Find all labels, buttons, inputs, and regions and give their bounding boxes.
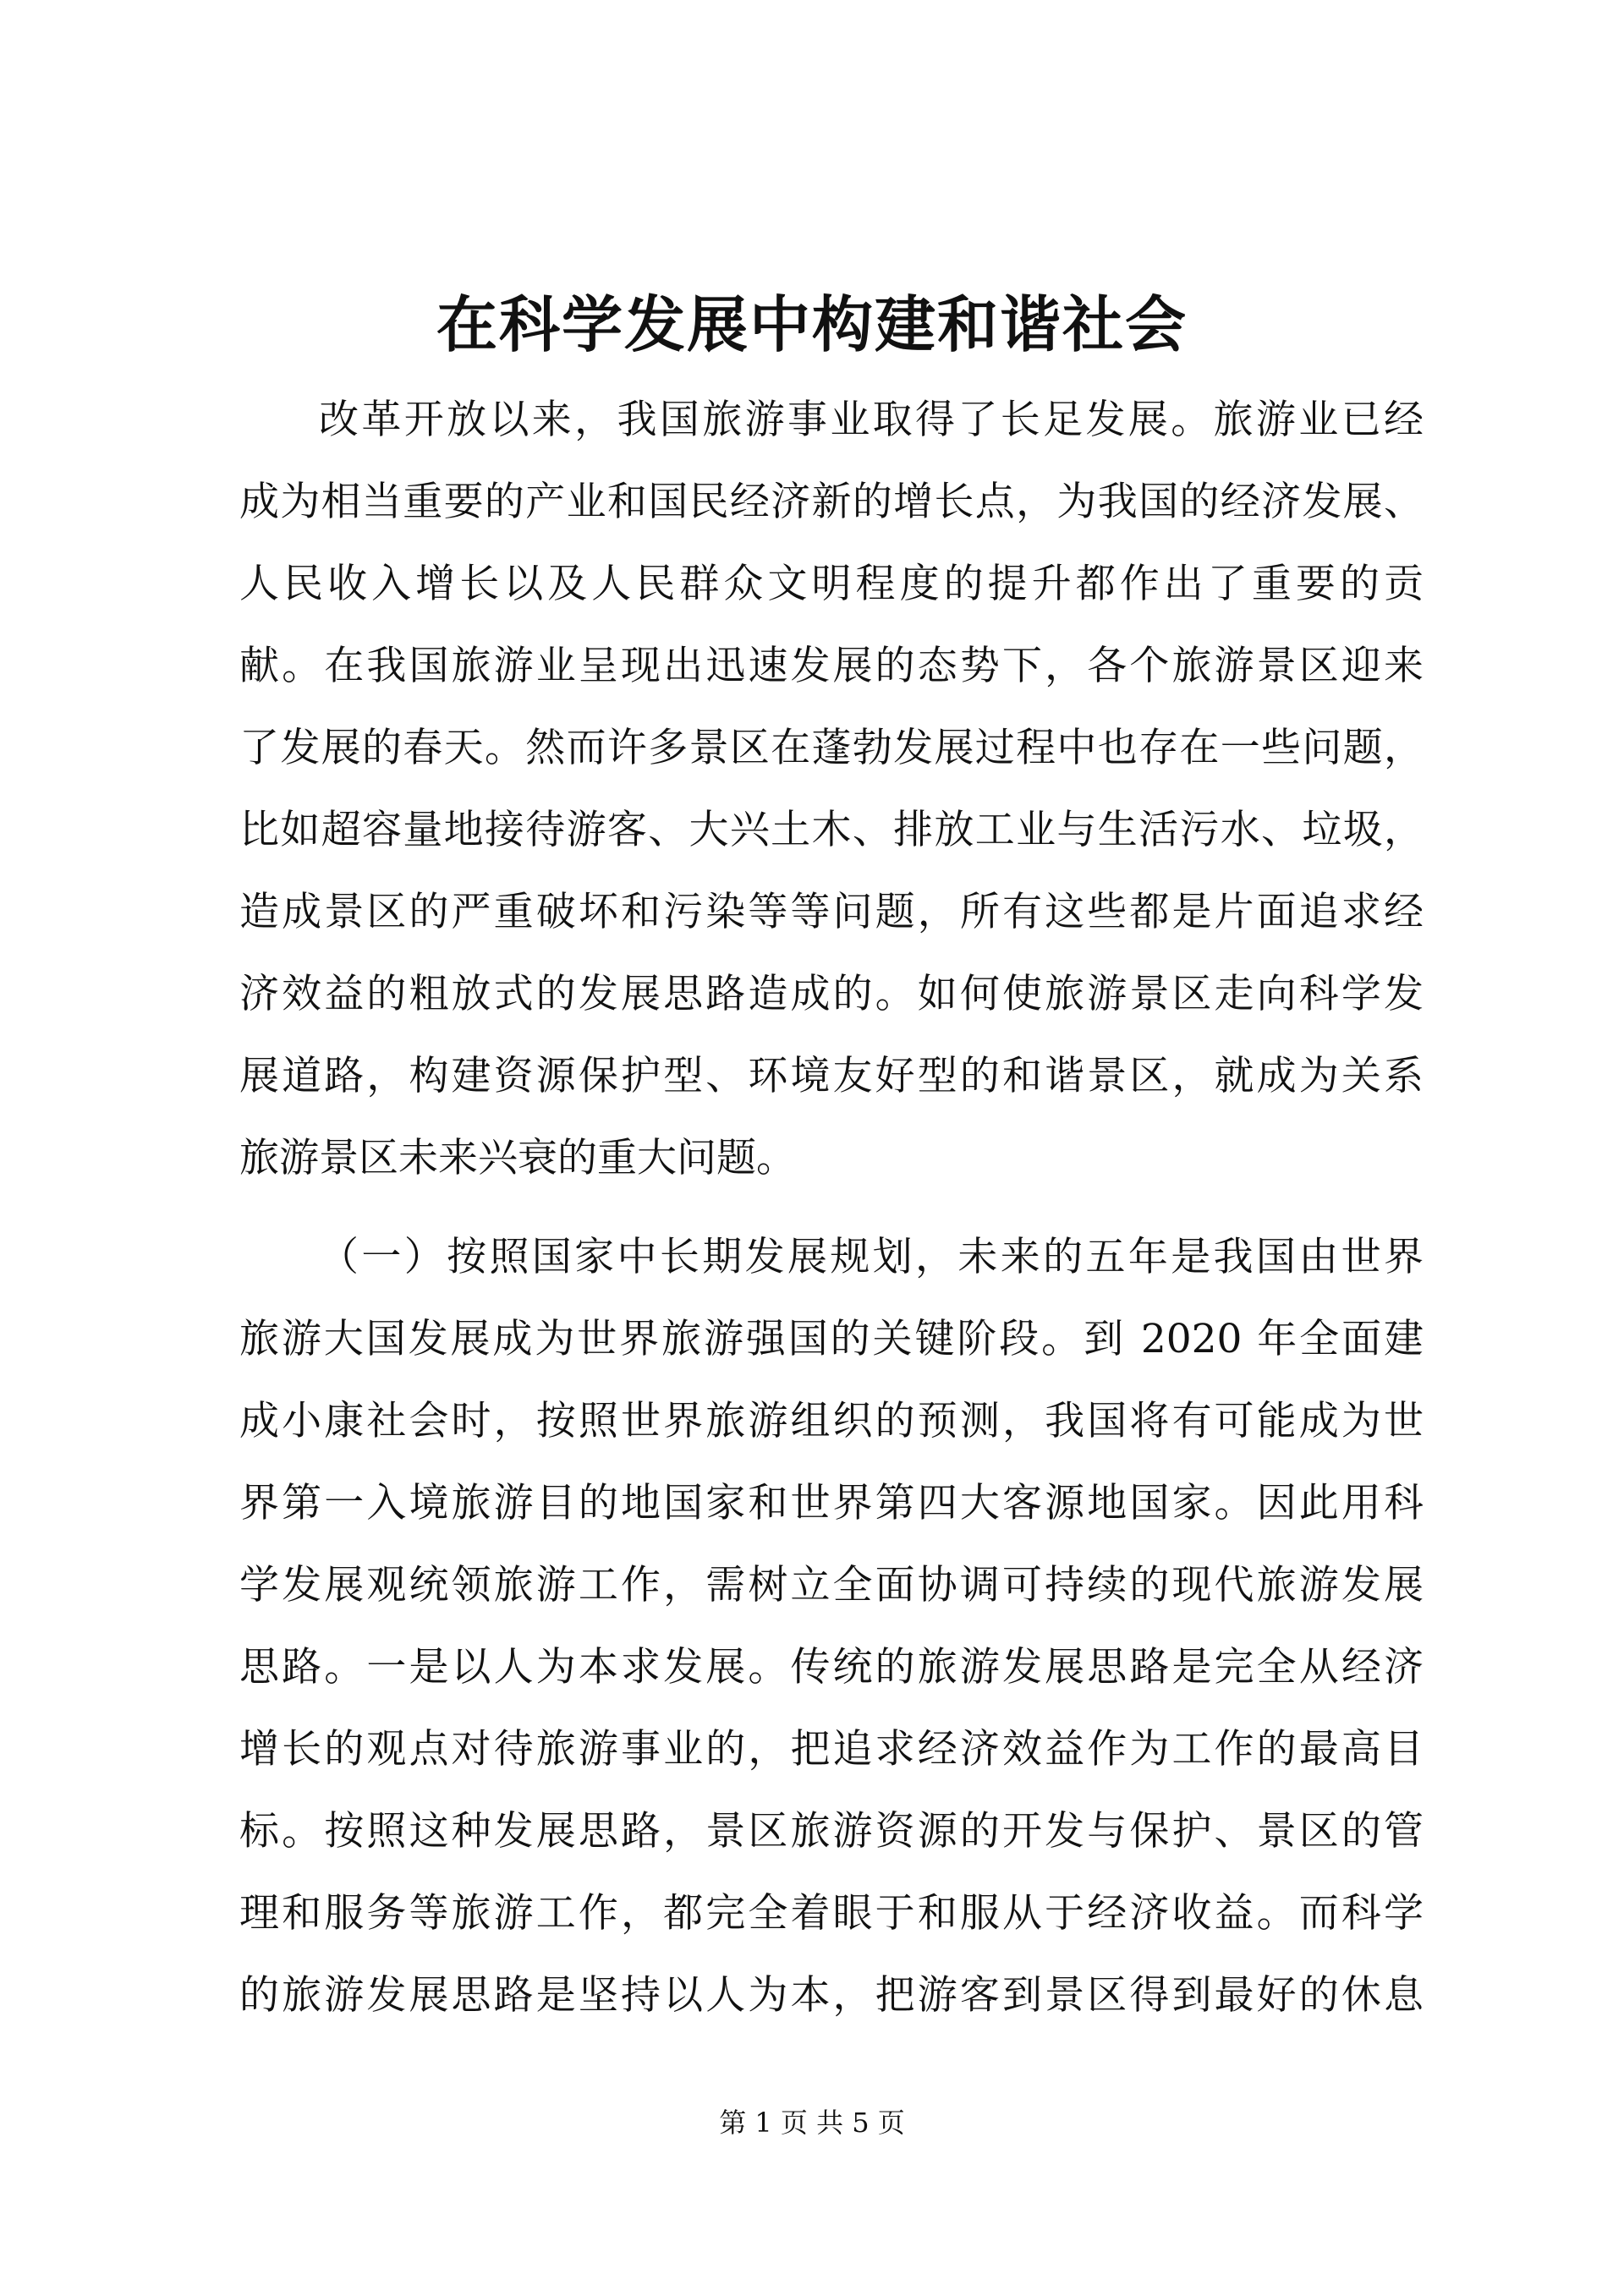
- paragraph-2: [239, 1216, 1424, 2036]
- paragraph-line: 人民收入增长以及人民群众文明程度的提升都作出了重要的贡: [239, 561, 1424, 607]
- paragraph-spacer: [239, 1199, 1424, 1216]
- paragraph-line: 了发展的春天。然而许多景区在蓬勃发展过程中也存在一些问题，: [239, 725, 1424, 771]
- paragraph-line: 比如超容量地接待游客、大兴土木、排放工业与生活污水、垃圾，: [239, 807, 1424, 853]
- paragraph-line: 献。在我国旅游业呈现出迅速发展的态势下，各个旅游景区迎来: [239, 643, 1424, 689]
- paragraph-line: 济效益的粗放式的发展思路造成的。如何使旅游景区走向科学发: [239, 971, 1424, 1017]
- paragraph-line: 标。按照这种发展思路，景区旅游资源的开发与保护、景区的管: [239, 1808, 1424, 1855]
- paragraph-line: 增长的观点对待旅游事业的，把追求经济效益作为工作的最高目: [239, 1726, 1424, 1773]
- document-title: 在科学发展中构建和谐社会: [436, 288, 1188, 360]
- paragraph-line: 旅游景区未来兴衰的重大问题。: [239, 1135, 796, 1181]
- paragraph-line: 展道路，构建资源保护型、环境友好型的和谐景区，就成为关系: [239, 1053, 1424, 1099]
- paragraph-line: 的旅游发展思路是坚持以人为本，把游客到景区得到最好的休息: [239, 1972, 1424, 2019]
- paragraph-line: 成小康社会时，按照世界旅游组织的预测，我国将有可能成为世: [239, 1398, 1424, 1444]
- document-body: [239, 379, 1424, 2036]
- paragraph-line: 界第一入境旅游目的地国家和世界第四大客源地国家。因此用科: [239, 1480, 1424, 1526]
- paragraph-line: 学发展观统领旅游工作，需树立全面协调可持续的现代旅游发展: [239, 1562, 1424, 1608]
- paragraph-line: （一）按照国家中长期发展规划，未来的五年是我国由世界: [319, 1234, 1424, 1280]
- paragraph-1: [239, 379, 1424, 1199]
- page-footer: 第 1 页 共 5 页: [719, 2107, 905, 2139]
- paragraph-line: 理和服务等旅游工作，都完全着眼于和服从于经济收益。而科学: [239, 1890, 1424, 1937]
- paragraph-line: 旅游大国发展成为世界旅游强国的关键阶段。到 2020 年全面建: [239, 1316, 1424, 1362]
- paragraph-line: 成为相当重要的产业和国民经济新的增长点，为我国的经济发展、: [239, 479, 1424, 525]
- paragraph-line: 改革开放以来，我国旅游事业取得了长足发展。旅游业已经: [319, 397, 1424, 443]
- paragraph-line: 思路。一是以人为本求发展。传统的旅游发展思路是完全从经济: [239, 1644, 1424, 1690]
- paragraph-line: 造成景区的严重破坏和污染等等问题，所有这些都是片面追求经: [239, 889, 1424, 935]
